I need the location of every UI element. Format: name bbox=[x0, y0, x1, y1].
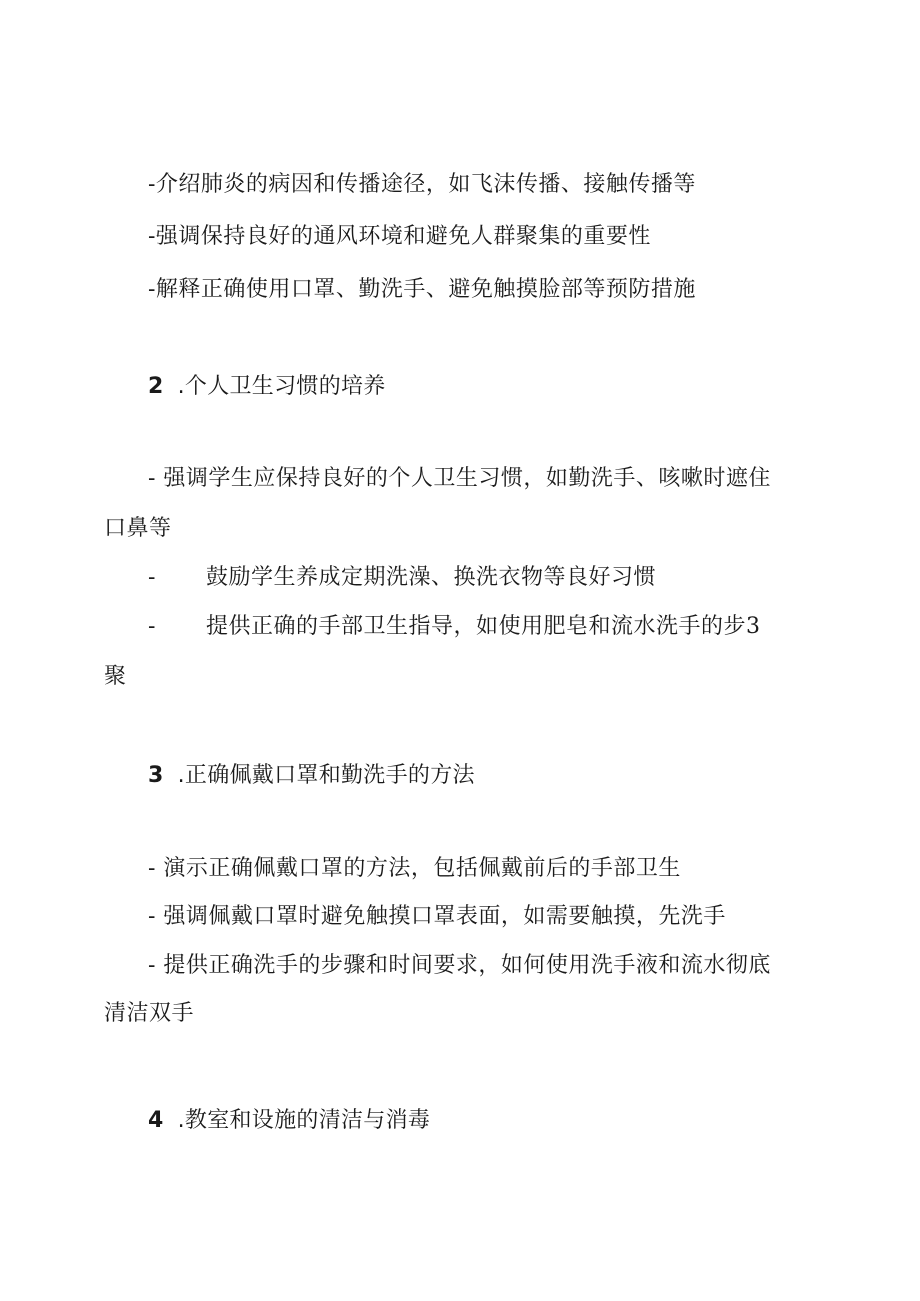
section-heading bbox=[148, 372, 386, 402]
bullet-line bbox=[148, 612, 760, 642]
bullet-line: -介绍肺炎的病因和传播途径，如飞沫传播、接触传播等 bbox=[148, 172, 696, 197]
bullet-text: 提供正确的手部卫生指导，如使用肥皂和流水洗手的步3 bbox=[205, 614, 761, 639]
section-title: .教室和设施的清洁与消毒 bbox=[177, 1108, 431, 1133]
section-title: .个人卫生习惯的培养 bbox=[177, 374, 386, 399]
bullet-dash: - bbox=[148, 565, 156, 590]
bullet-line: - 提供正确洗手的步骤和时间要求，如何使用洗手液和流水彻底 bbox=[148, 953, 771, 978]
section-heading bbox=[148, 1106, 430, 1136]
bullet-line-continuation: 清洁双手 bbox=[104, 1001, 195, 1026]
section-number: 3 bbox=[148, 763, 164, 788]
bullet-line: - 强调学生应保持良好的个人卫生习惯，如勤洗手、咳嗽时遮住 bbox=[148, 466, 771, 491]
bullet-line: -强调保持良好的通风环境和避免人群聚集的重要性 bbox=[148, 224, 651, 249]
section-title: .正确佩戴口罩和勤洗手的方法 bbox=[177, 763, 475, 788]
section-heading bbox=[148, 761, 475, 791]
bullet-dash: - bbox=[148, 614, 156, 639]
bullet-line: -解释正确使用口罩、勤洗手、避免触摸脸部等预防措施 bbox=[148, 277, 696, 302]
bullet-line bbox=[148, 563, 656, 593]
section-number: 4 bbox=[148, 1108, 164, 1133]
bullet-line: - 强调佩戴口罩时避免触摸口罩表面，如需要触摸，先洗手 bbox=[148, 904, 726, 929]
bullet-text: 鼓励学生养成定期洗澡、换洗衣物等良好习惯 bbox=[205, 565, 656, 590]
bullet-line-continuation: 聚 bbox=[104, 664, 127, 689]
section-number: 2 bbox=[148, 374, 164, 399]
bullet-line-continuation: 口鼻等 bbox=[104, 516, 172, 541]
bullet-line: - 演示正确佩戴口罩的方法，包括佩戴前后的手部卫生 bbox=[148, 856, 681, 881]
